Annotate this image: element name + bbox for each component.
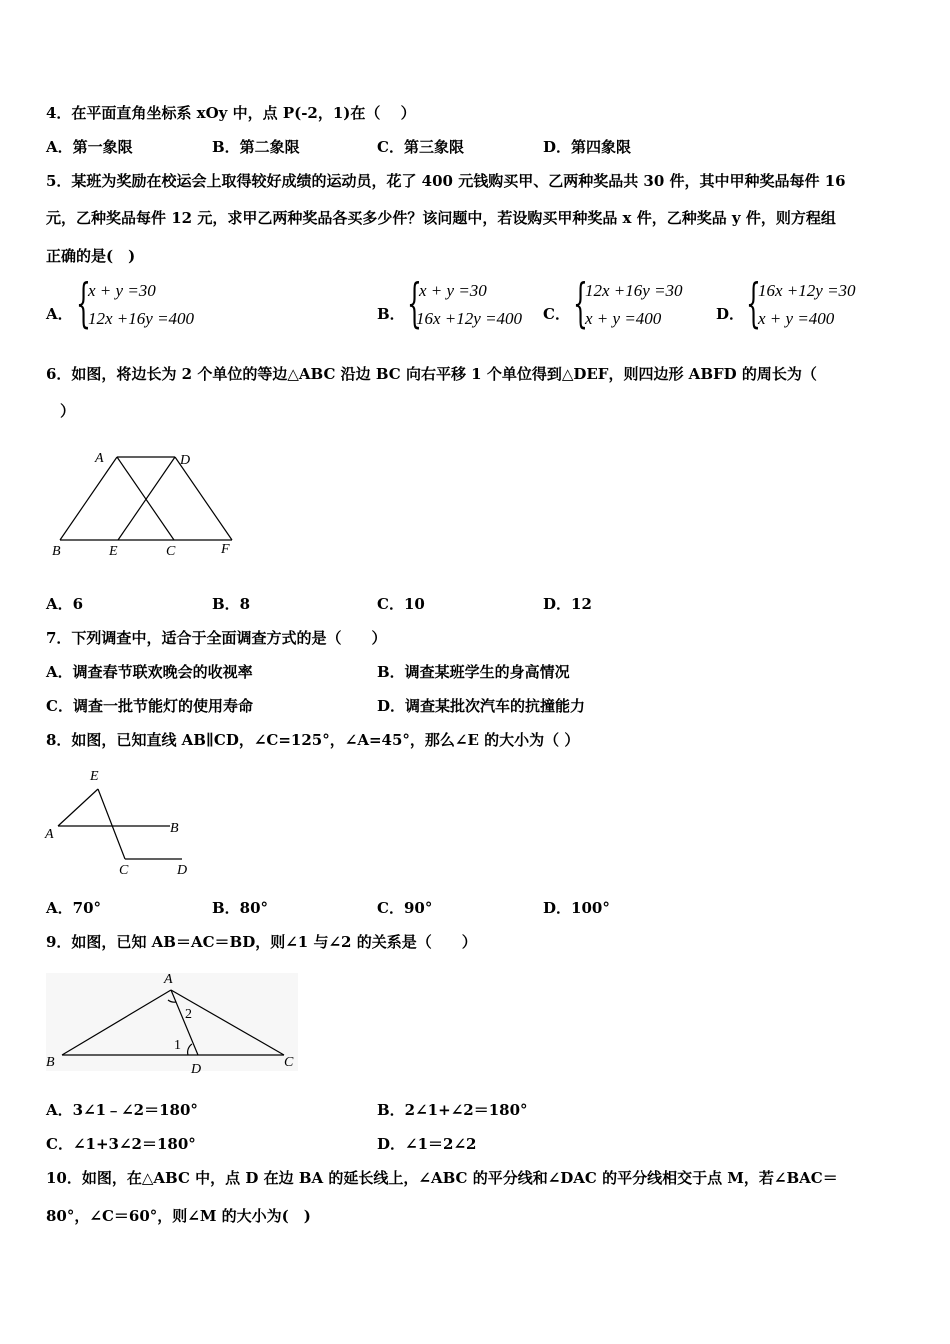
q5-line2: 元，乙种奖品每件 12 元，求甲乙两种奖品各买多少件？该问题中，若设购买甲种奖品 x 件，乙种奖品 y 件，则方程组 xyxy=(46,209,836,227)
q6-option-c: C．10 xyxy=(377,595,425,613)
q9-label-angle1: 1 xyxy=(174,1038,181,1053)
q6-line2: ） xyxy=(60,402,76,420)
q8-option-b: B．80° xyxy=(212,899,269,917)
q4-option-b: B．第二象限 xyxy=(212,138,300,156)
q8-stem: 8．如图，已知直线 AB∥CD，∠C=125°，∠A=45°，那么∠E 的大小为（ ） xyxy=(46,731,580,749)
q6-label-d: D xyxy=(180,453,191,468)
q6-label-c: C xyxy=(166,544,176,559)
q7-option-c: C．调查一批节能灯的使用寿命 xyxy=(46,697,253,715)
q6-option-a: A．6 xyxy=(46,595,84,613)
q7-option-b: B．调查某班学生的身高情况 xyxy=(377,663,570,681)
q5-option-b-eq2: 16x +12y =400 xyxy=(416,309,523,328)
q8-label-c: C xyxy=(119,863,129,878)
q5-option-d-eq1: 16x +12y =30 xyxy=(758,281,856,300)
q6-label-e: E xyxy=(109,544,118,559)
q8-label-d: D xyxy=(177,863,188,878)
q5-option-c-brace: { xyxy=(573,274,588,334)
q5-option-d-brace: { xyxy=(746,274,761,334)
q5-option-d-eq2: x + y =400 xyxy=(758,309,835,328)
q9-label-c: C xyxy=(284,1055,294,1070)
q5-option-a-label: A． xyxy=(46,305,73,323)
q4-stem: 4．在平面直角坐标系 xOy 中，点 P(-2，1)在（ ） xyxy=(46,104,416,122)
q4-option-a: A．第一象限 xyxy=(46,138,133,156)
q10-line1: 10．如图，在△ABC 中，点 D 在边 BA 的延长线上，∠ABC 的平分线和∠DAC 的平分线相交于点 M，若∠BAC＝ xyxy=(46,1169,838,1187)
q8-option-a: A．70° xyxy=(46,899,102,917)
q6-line1: 6．如图，将边长为 2 个单位的等边△ABC 沿边 BC 向右平移 1 个单位得到△DEF，则四边形 ABFD 的周长为（ xyxy=(46,365,817,383)
q9-figure xyxy=(40,965,305,1080)
q5-option-a-brace: { xyxy=(76,274,91,334)
q9-label-angle2: 2 xyxy=(185,1007,192,1022)
q8-label-e: E xyxy=(90,769,99,784)
q9-label-d: D xyxy=(191,1062,202,1077)
q5-line3: 正确的是( ) xyxy=(46,247,136,265)
q4-option-c: C．第三象限 xyxy=(377,138,464,156)
q6-option-b: B．8 xyxy=(212,595,251,613)
q9-option-a: A．3∠1﹣∠2＝180° xyxy=(46,1101,198,1119)
q9-label-b: B xyxy=(46,1055,55,1070)
q8-option-d: D．100° xyxy=(543,899,610,917)
q4-option-d: D．第四象限 xyxy=(543,138,632,156)
q5-line1: 5．某班为奖励在校运会上取得较好成绩的运动员，花了 400 元钱购买甲、乙两种奖品共 30 件，其中甲种奖品每件 16 xyxy=(46,172,846,190)
q8-label-b: B xyxy=(170,821,179,836)
q8-label-a: A xyxy=(45,827,54,842)
q6-figure xyxy=(40,445,250,565)
q9-stem: 9．如图，已知 AB＝AC＝BD，则∠1 与∠2 的关系是（ ） xyxy=(46,933,477,951)
q5-option-c-eq2: x + y =400 xyxy=(585,309,662,328)
q6-label-f: F xyxy=(221,542,230,557)
q6-label-a: A xyxy=(95,451,104,466)
q5-option-d-label: D． xyxy=(716,305,745,323)
q6-option-d: D．12 xyxy=(543,595,592,613)
q7-stem: 7．下列调查中，适合于全面调查方式的是（ ） xyxy=(46,629,387,647)
q9-option-d: D．∠1＝2∠2 xyxy=(377,1135,477,1153)
q5-option-b-eq1: x + y =30 xyxy=(419,281,487,300)
q9-option-b: B．2∠1+∠2＝180° xyxy=(377,1101,528,1119)
q5-option-c-label: C． xyxy=(543,305,570,323)
q8-figure xyxy=(40,765,200,880)
q10-line2: 80°，∠C＝60°，则∠M 的大小为( ) xyxy=(46,1207,311,1225)
q5-option-c-eq1: 12x +16y =30 xyxy=(585,281,683,300)
q8-option-c: C．90° xyxy=(377,899,433,917)
q5-option-b-label: B． xyxy=(377,305,405,323)
q8-line-ec xyxy=(98,789,125,859)
q7-option-d: D．调查某批次汽车的抗撞能力 xyxy=(377,697,586,715)
q5-option-a-eq2: 12x +16y =400 xyxy=(88,309,195,328)
q6-line-ed xyxy=(118,457,175,540)
q5-option-b-brace: { xyxy=(407,274,422,334)
q5-option-a-eq1: x + y =30 xyxy=(88,281,156,300)
q6-line-ab xyxy=(60,457,117,540)
q9-label-a: A xyxy=(164,972,173,987)
q9-option-c: C．∠1+3∠2＝180° xyxy=(46,1135,196,1153)
q6-line-ac xyxy=(117,457,174,540)
q6-line-df xyxy=(175,457,232,540)
q8-line-ae xyxy=(58,789,98,826)
q7-option-a: A．调查春节联欢晚会的收视率 xyxy=(46,663,253,681)
q6-label-b: B xyxy=(52,544,61,559)
